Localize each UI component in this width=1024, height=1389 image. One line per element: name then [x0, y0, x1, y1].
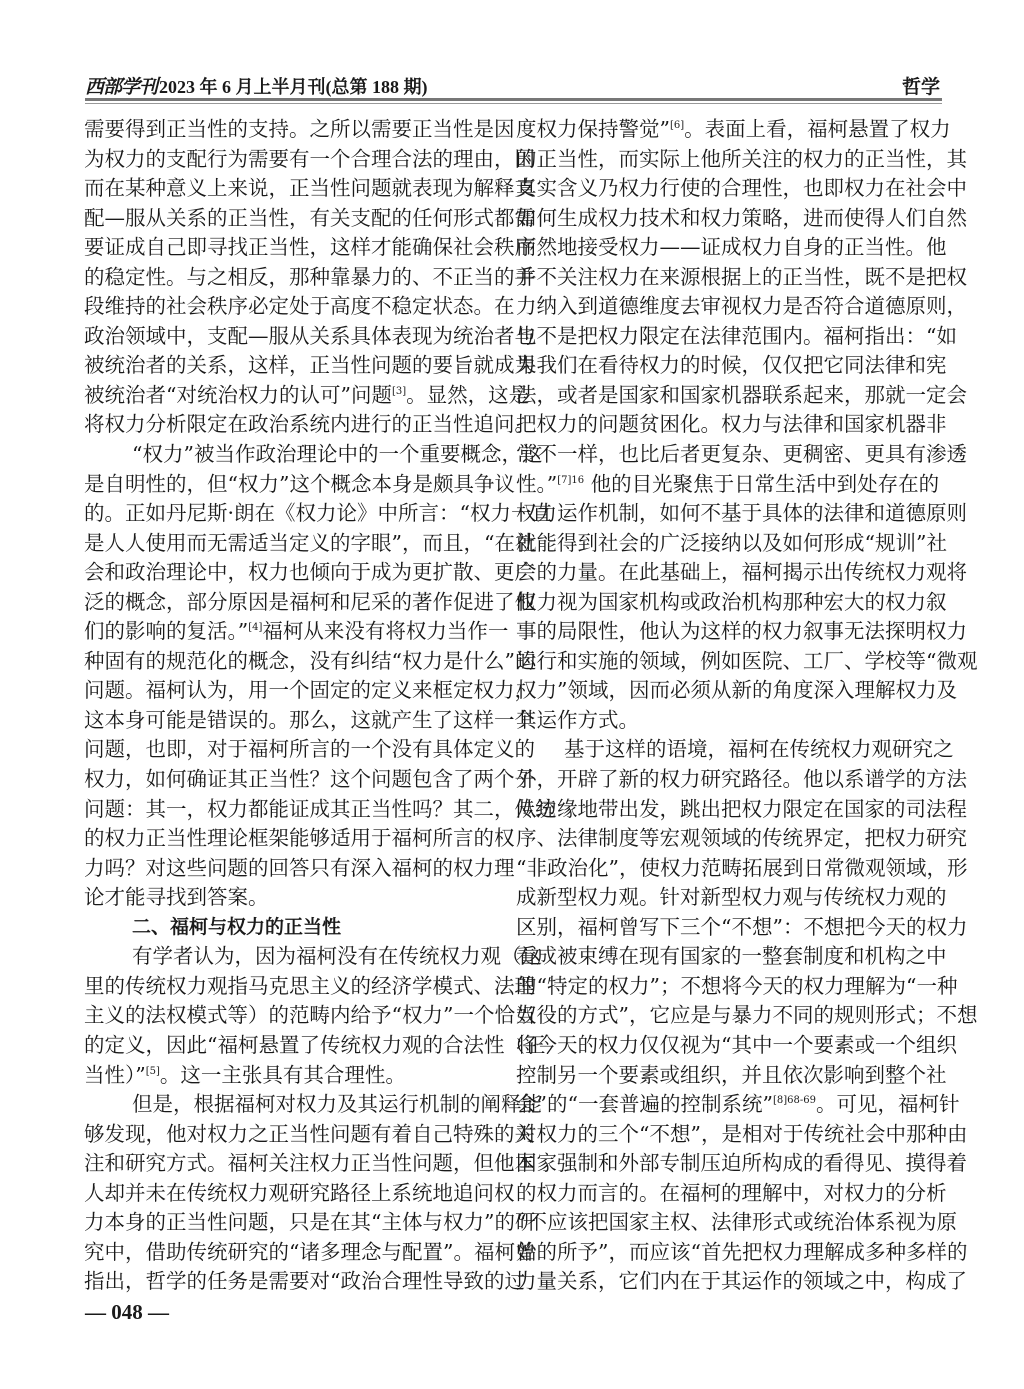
text-line: 就能得到社会的广泛接纳以及如何形成“规训”社: [516, 530, 947, 555]
text-line: 泛的概念，部分原因是福柯和尼采的著作促进了他: [84, 589, 535, 614]
text-line: 究中，借助传统研究的“诸多理念与配置”。福柯曾: [84, 1239, 536, 1264]
text-line: 配—服从关系的正当性，有关支配的任何形式都需: [84, 205, 535, 230]
text-segment: 度权力保持警觉”: [516, 117, 670, 141]
text-line: 权力”领域，因而必须从新的角度深入理解权力及: [516, 678, 957, 703]
page-number: — 048 —: [85, 1300, 169, 1324]
text-line: 是人人使用而无需适当定义的字眼”，而且，“在社: [84, 530, 536, 555]
text-line: 问题，也即，对于福柯所言的一个没有具体定义的: [84, 737, 535, 762]
text-line: 的权力而言的。在福柯的理解中，对权力的分析: [516, 1180, 947, 1205]
text-line: 外，开辟了新的权力研究路径。他以系谱学的方法: [516, 767, 967, 792]
text-segment: 被统治者“对统治权力的认可”问题: [84, 382, 392, 407]
text-line: 的“特定的权力”；不想将今天的权力理解为“一种: [516, 973, 958, 998]
text-line: 事的局限性，他认为这样的权力叙事无法探明权力: [516, 619, 967, 644]
text-line: 把权力的问题贫困化。权力与法律和国家机器非: [516, 412, 947, 437]
text-line: 种固有的规范化的概念，没有纠结“权力是什么”的: [84, 648, 536, 673]
citation-ref: [7]16: [557, 474, 585, 486]
text-line: 果我们在看待权力的时候，仅仅把它同法律和宪: [516, 353, 947, 378]
text-line: 力本身的正当性问题，只是在其“主体与权力”的研: [84, 1210, 536, 1235]
text-line: 力纳入到道德维度去审视权力是否符合道德原则，: [516, 294, 967, 319]
section-heading: [84, 913, 506, 943]
text-segment: 他的目光聚焦于日常生活中到处存在的: [584, 471, 940, 496]
text-segment: 。显然，这是: [406, 382, 530, 407]
paragraph: [84, 1090, 542, 1297]
text-line: 问题。福柯认为，用一个固定的定义来框定权力，: [84, 678, 535, 703]
text-line: 如何生成权力技术和权力策略，进而使得人们自然: [516, 205, 967, 230]
text-line: 为权力的支配行为需要有一个合理合法的理由，因: [84, 146, 535, 171]
text-line: 权力视为国家机构或政治机构那种宏大的权力叙: [516, 589, 947, 614]
text-line: 指出，哲学的任务是需要对“政治合理性导致的过: [84, 1269, 525, 1294]
text-segment: 们的影响的复活。”: [84, 619, 249, 644]
text-line: 是自明性的，但“权力”这个概念本身是颇具争议: [84, 471, 515, 496]
text-line: 的。正如丹尼斯·朗在《权力论》中所言：“权力一直: [84, 501, 552, 526]
text-line: 力吗？对这些问题的回答只有深入福柯的权力理: [84, 855, 515, 880]
text-line: 看成被束缚在现有国家的一整套制度和机构之中: [516, 944, 947, 969]
text-line: 要证成自己即寻找正当性，这样才能确保社会秩序: [84, 235, 535, 260]
paragraph: [84, 942, 546, 1090]
text-line: [516, 470, 938, 500]
text-line: 这本身可能是错误的。那么，这就产生了这样一个: [84, 707, 535, 732]
text-line: 力量关系，它们内在于其运作的领域之中，构成了: [516, 1269, 967, 1294]
text-line: 区别，福柯曾写下三个“不想”：不想把今天的权力: [516, 914, 968, 939]
text-line: 论才能寻找到答案。: [84, 885, 269, 910]
text-line: [516, 115, 951, 145]
text-line: [84, 617, 509, 647]
text-line: 段维持的社会秩序必定处于高度不稳定状态。在: [84, 294, 515, 319]
text-line: 基于这样的语境，福柯在传统权力观研究之: [564, 737, 954, 762]
text-line: 奴役的方式”，它应是与暴力不同的规则形式；不想: [516, 1003, 978, 1028]
text-line: 也不是把权力限定在法律范围内。福柯指出：“如: [516, 323, 957, 348]
section-label: 哲学: [901, 76, 940, 98]
text-line: 而然地接受权力——证成权力自身的正当性。他: [516, 235, 947, 260]
text-line: 被统治者的关系，这样，正当性问题的要旨就成为: [84, 353, 535, 378]
text-line: 政治领域中，支配—服从关系具体表现为统治者与: [84, 323, 535, 348]
text-line: 从边缘地带出发，跳出把权力限定在国家的司法程: [516, 796, 967, 821]
text-line: 将权力分析限定在政治系统内进行的正当性追问。: [84, 412, 535, 437]
journal-logo: 西部学刊: [85, 77, 158, 98]
paragraph: [84, 440, 556, 913]
text-segment: 会”的“一套普遍的控制系统”: [516, 1092, 773, 1117]
text-line: 的稳定性。与之相反，那种靠暴力的、不正当的手: [84, 264, 535, 289]
text-line: 的定义，因此“福柯悬置了传统权力观的合法性（正: [84, 1032, 546, 1057]
text-segment: 。这一主张具有其合理性。: [159, 1062, 406, 1087]
text-line: “非政治化”，使权力范畴拓展到日常微观领域，形: [516, 855, 968, 880]
text-line: 人却并未在传统权力观研究路径上系统地追问权: [84, 1180, 515, 1205]
text-line: 会和政治理论中，权力也倾向于成为更扩散、更广: [84, 560, 535, 585]
right-column: [516, 115, 978, 1297]
text-line: “权力”被当作政治理论中的一个重要概念，这: [132, 442, 543, 467]
citation-ref: [4]: [248, 622, 263, 634]
text-line: 成新型权力观。针对新型权力观与传统权力观的: [516, 885, 947, 910]
issue-info: 2023 年 6 月上半月刊(总第 188 期): [159, 77, 428, 97]
text-line: [84, 1061, 506, 1091]
left-column: [84, 115, 556, 1297]
text-line: [516, 1090, 960, 1120]
text-line: 法，或者是国家和国家机器联系起来，那就一定会: [516, 382, 967, 407]
text-line: 问题：其一，权力都能证成其正当性吗？其二，传统: [84, 796, 556, 821]
text-line: 会的力量。在此基础上，福柯揭示出传统权力观将: [516, 560, 967, 585]
text-line: 需要得到正当性的支持。之所以需要正当性是因: [84, 117, 515, 141]
text-line: 控制另一个要素或组织，并且依次影响到整个社: [516, 1062, 947, 1087]
text-line: 始的所予”，而应该“首先把权力理解成多种多样的: [516, 1239, 968, 1264]
text-segment: 。可见，福柯针: [815, 1092, 960, 1117]
citation-ref: [6]: [669, 120, 685, 132]
text-line: 而在某种意义上来说，正当性问题就表现为解释支: [84, 176, 535, 201]
citation-ref: [3]: [391, 386, 407, 398]
text-line: 将今天的权力仅仅视为“其中一个要素或一个组织: [516, 1032, 957, 1057]
text-line: 真实含义乃权力行使的合理性，也即权力在社会中: [516, 176, 967, 201]
citation-ref: [8]68-69: [772, 1095, 816, 1107]
citation-ref: [5]: [145, 1065, 160, 1077]
text-line: 并不关注权力在来源根据上的正当性，既不是把权: [516, 264, 967, 289]
header-rule: [85, 98, 942, 101]
running-header: [85, 68, 940, 98]
text-line: [84, 381, 530, 411]
text-line: 注和研究方式。福柯关注权力正当性问题，但他本: [84, 1151, 535, 1176]
text-line: “不应该把国家主权、法律形式或统治体系视为原: [516, 1210, 957, 1235]
text-line: 权力，如何确证其正当性？这个问题包含了两个子: [84, 767, 535, 792]
text-line: 权力运作机制，如何不基于具体的法律和道德原则: [516, 501, 967, 526]
paragraph: [84, 115, 535, 440]
text-line: 序、法律制度等宏观领域的传统界定，把权力研究: [516, 826, 967, 851]
text-line: 但是，根据福柯对权力及其运行机制的阐释能: [132, 1092, 542, 1117]
text-line: 对权力的三个“不想”，是相对于传统社会中那种由: [516, 1121, 968, 1146]
paragraph: [516, 735, 978, 1296]
text-line: 里的传统权力观指马克思主义的经济学模式、法理: [84, 973, 535, 998]
text-line: 够发现，他对权力之正当性问题有着自己特殊的关: [84, 1121, 535, 1146]
text-segment: 。表面上看，福柯悬置了权力: [684, 117, 951, 141]
text-segment: 福柯从来没有将权力当作一: [262, 619, 509, 644]
text-line: 国家强制和外部专制压迫所构成的看得见、摸得着: [516, 1151, 967, 1176]
text-line: 有学者认为，因为福柯没有在传统权力观（这: [132, 944, 542, 969]
text-line: 其运作方式。: [516, 707, 639, 732]
text-segment: 性。”: [516, 471, 558, 496]
text-line: 常不一样，也比后者更复杂、更稠密、更具有渗透: [516, 442, 967, 467]
text-line: 的权力正当性理论框架能够适用于福柯所言的权: [84, 826, 515, 851]
journal-info: [85, 72, 428, 99]
text-line: 的正当性，而实际上他所关注的权力的正当性，其: [516, 146, 967, 171]
text-line: 运行和实施的领域，例如医院、工厂、学校等“微观: [516, 648, 978, 673]
paragraph: [516, 115, 978, 735]
header-rule-thin: [85, 103, 942, 104]
text-line: 二、福柯与权力的正当性: [132, 915, 342, 938]
text-line: 主义的法权模式等）的范畴内给予“权力”一个恰当: [84, 1003, 536, 1028]
text-segment: 当性）”: [84, 1062, 146, 1087]
